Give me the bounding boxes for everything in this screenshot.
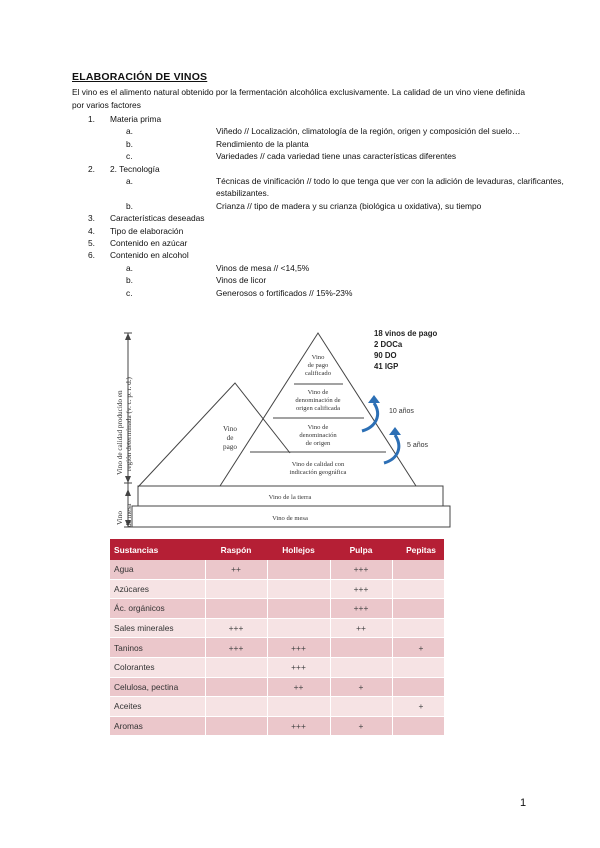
document-title: ELABORACIÓN DE VINOS	[72, 71, 208, 83]
list-number: 2.	[88, 163, 95, 174]
table-row	[110, 618, 444, 638]
axis-label-table-2: de mesa	[125, 503, 133, 527]
header-raspon: Raspón	[205, 539, 267, 560]
table-cell	[267, 599, 330, 619]
upgrade-arrow-10-years	[362, 403, 378, 431]
substance-name: Agua	[110, 560, 205, 579]
sub-list-text: Vinos de licor	[216, 275, 267, 286]
table-cell	[392, 599, 444, 619]
list-item	[72, 113, 542, 125]
substance-name: Aromas	[110, 716, 205, 735]
table-cell: +++	[267, 657, 330, 677]
table-cell	[330, 638, 392, 658]
sub-list-letter: b.	[126, 275, 133, 286]
table-cell	[267, 697, 330, 717]
table-cell	[392, 677, 444, 697]
table-cell: +	[392, 638, 444, 658]
table-cell	[330, 697, 392, 717]
substance-name: Azúcares	[110, 579, 205, 599]
list-text: Características deseadas	[110, 213, 205, 224]
table-cell: +++	[205, 618, 267, 638]
table-cell	[392, 579, 444, 599]
sub-list-letter: c.	[126, 151, 133, 162]
substance-name: Aceites	[110, 697, 205, 717]
list-text: Contenido en alcohol	[110, 250, 189, 261]
table-cell: ++	[205, 560, 267, 579]
table-row	[110, 599, 444, 619]
count-do: 90 DO	[374, 351, 397, 360]
table-cell	[205, 716, 267, 735]
table-row	[110, 716, 444, 735]
level1-line1: Vino	[311, 354, 325, 361]
axis-arrow-icon	[125, 476, 131, 483]
intro-paragraph: El vino es el alimento natural obtenido por la fermentación alcohólica exclusivamente. La calidad de un vino viene definida por varios factores	[72, 87, 525, 110]
table-row	[110, 657, 444, 677]
table-cell: +++	[330, 579, 392, 599]
sub-list-text: Viñedo // Localización, climatología de la región, origen y composición del suelo…	[216, 126, 521, 137]
table-cell	[205, 579, 267, 599]
axis-arrow-icon	[125, 489, 131, 496]
sub-list-text: Variedades // cada variedad tiene unas características diferentes	[216, 151, 457, 162]
level3-line3: de origen	[305, 440, 331, 447]
factor-list	[72, 113, 564, 299]
axis-label-quality: Vino de calidad producido en	[116, 390, 124, 475]
sub-list-item	[72, 200, 542, 212]
level6-label: Vino de mesa	[272, 515, 308, 522]
list-number: 4.	[88, 225, 95, 236]
arrow-head-icon	[389, 427, 401, 435]
table-cell	[267, 560, 330, 579]
level5-label: Vino de la tierra	[268, 494, 312, 501]
count-pago: 18 vinos de pago	[374, 329, 438, 338]
sub-list-item	[72, 138, 542, 150]
table-cell	[392, 716, 444, 735]
table-cell	[392, 560, 444, 579]
side-label-line2: de	[226, 434, 234, 442]
table-row	[110, 579, 444, 599]
sub-list-letter: c.	[126, 287, 133, 298]
substance-name: Sales minerales	[110, 618, 205, 638]
level1-line3: calificado	[305, 370, 331, 377]
sub-list-item	[72, 125, 542, 137]
sub-list-item	[72, 287, 542, 299]
header-pulpa: Pulpa	[330, 539, 392, 560]
table-cell: +	[330, 677, 392, 697]
sub-list-letter: b.	[126, 138, 133, 149]
table-cell	[267, 579, 330, 599]
list-item	[72, 237, 542, 249]
axis-label-region: región determinada (v. c. p. r. d.)	[125, 377, 133, 471]
table-row	[110, 560, 444, 579]
table-cell	[205, 599, 267, 619]
table-cell: ++	[330, 618, 392, 638]
sub-list-letter: a.	[126, 176, 133, 186]
level3-line2: denominación	[299, 432, 337, 439]
sub-list-item	[72, 150, 542, 162]
table-cell: +++	[267, 638, 330, 658]
list-number: 6.	[88, 250, 95, 261]
table-cell: +	[392, 697, 444, 717]
wine-pyramid-diagram	[100, 323, 480, 533]
page-number: 1	[520, 797, 527, 809]
table-cell: ++	[267, 677, 330, 697]
sub-list-letter: a.	[126, 262, 133, 273]
table-row	[110, 697, 444, 717]
list-item	[72, 225, 542, 237]
axis-arrow-icon	[125, 333, 131, 340]
arrow-label-10: 10 años	[389, 408, 414, 415]
table-cell	[205, 697, 267, 717]
level3-line1: Vino de	[307, 424, 329, 431]
table-row	[110, 677, 444, 697]
level2-line3: origen calificada	[295, 405, 341, 412]
side-label-line3: pago	[223, 443, 237, 451]
list-item	[72, 249, 542, 261]
header-hollejos: Hollejos	[267, 539, 330, 560]
sub-list-letter: a.	[126, 126, 133, 137]
sub-list-item	[72, 262, 542, 274]
substance-name: Colorantes	[110, 657, 205, 677]
list-number: 3.	[88, 213, 95, 224]
list-item	[72, 163, 542, 175]
level2-line1: Vino de	[307, 389, 329, 396]
sub-list-text: Rendimiento de la planta	[216, 138, 309, 149]
count-doca: 2 DOCa	[374, 340, 403, 349]
level4-line1: Vino de calidad con	[291, 461, 345, 468]
sub-list-letter: b.	[126, 200, 133, 211]
table-cell	[205, 657, 267, 677]
arrow-label-5: 5 años	[407, 442, 429, 449]
sub-list-item	[72, 274, 542, 286]
table-row	[110, 638, 444, 658]
table-cell: +++	[330, 560, 392, 579]
list-text: Contenido en azúcar	[110, 238, 188, 248]
table-cell	[392, 657, 444, 677]
table-cell: +	[330, 716, 392, 735]
table-cell	[330, 657, 392, 677]
arrow-head-icon	[368, 395, 380, 403]
level1-line2: de pago	[307, 362, 329, 369]
table-cell: +++	[205, 638, 267, 658]
table-header-row	[110, 539, 444, 560]
list-text: 2. Tecnología	[110, 163, 160, 174]
sub-list-text: Crianza // tipo de madera y su crianza (biológica u oxidativa), su tiempo	[216, 200, 482, 211]
table-cell	[267, 618, 330, 638]
substance-name: Taninos	[110, 638, 205, 658]
sub-list-text: Generosos o fortificados // 15%-23%	[216, 287, 353, 298]
sub-list-item	[72, 175, 564, 200]
table-cell: +++	[330, 599, 392, 619]
table-cell	[205, 677, 267, 697]
list-text: Tipo de elaboración	[110, 225, 184, 236]
header-pepitas: Pepitas	[392, 539, 444, 560]
level2-line2: denominación de	[295, 397, 341, 404]
side-label-line1: Vino	[223, 425, 237, 433]
list-text: Materia prima	[110, 114, 162, 124]
substance-name: Celulosa, pectina	[110, 677, 205, 697]
substance-name: Ác. orgánicos	[110, 599, 205, 619]
count-igp: 41 IGP	[374, 362, 399, 371]
list-number: 5.	[88, 238, 95, 248]
list-item	[72, 212, 542, 224]
table-cell: +++	[267, 716, 330, 735]
list-number: 1.	[88, 114, 95, 124]
header-sustancias: Sustancias	[110, 539, 205, 560]
side-pyramid-outline	[138, 383, 290, 487]
substances-table-wrap	[110, 539, 444, 735]
sub-list-text: Técnicas de vinificación // todo lo que tenga que ver con la adición de levaduras, clarificantes, estabilizantes.	[216, 176, 564, 199]
table-cell	[392, 618, 444, 638]
axis-label-table: Vino	[116, 511, 124, 525]
sub-list-text: Vinos de mesa // <14,5%	[216, 262, 310, 273]
substances-table	[110, 539, 444, 735]
level4-line2: indicación geográfica	[289, 469, 347, 476]
